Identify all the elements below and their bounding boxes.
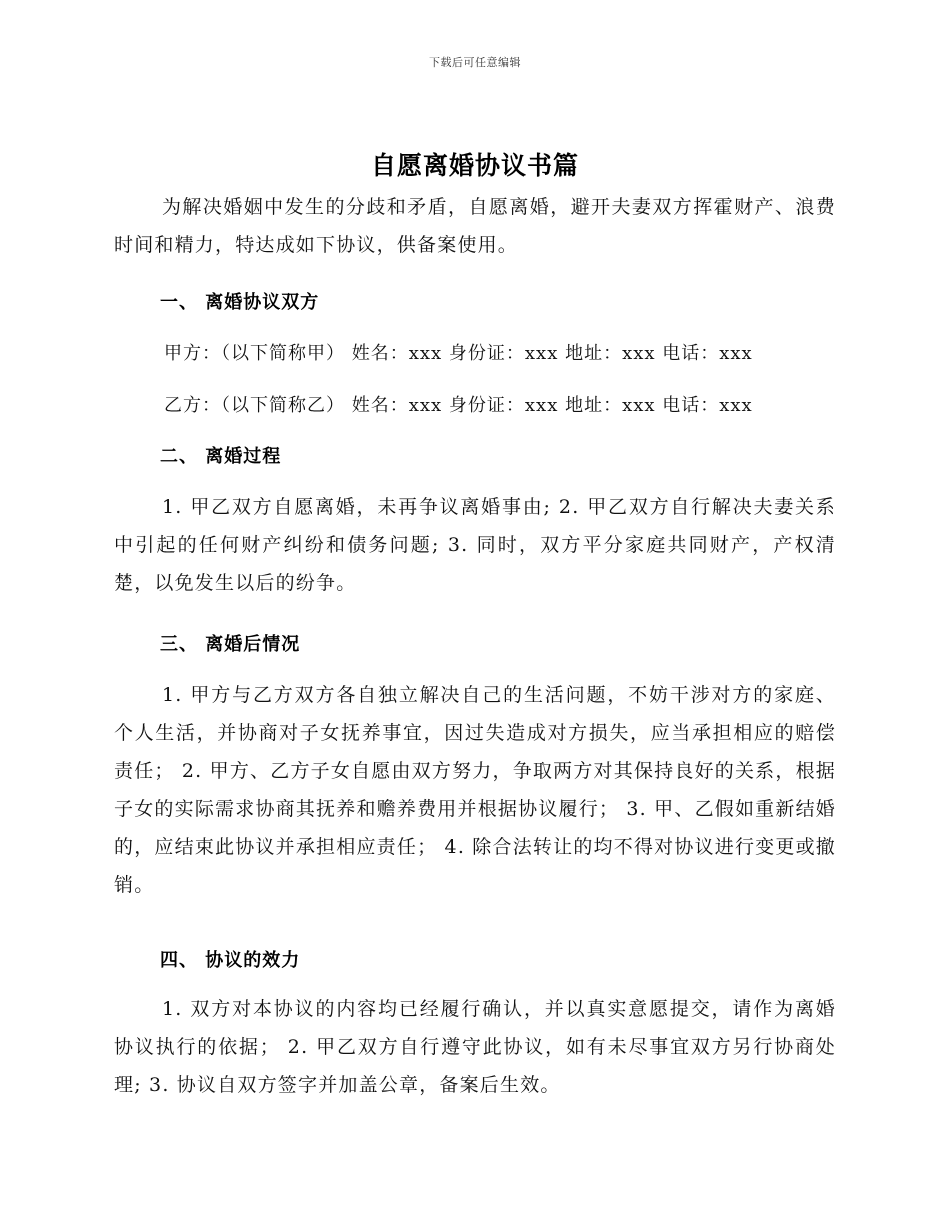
party-b-info: 乙方：（以下简称乙） 姓名：xxx 身份证：xxx 地址：xxx 电话：xxx [164,395,753,416]
section-text-validity: 1. 双方对本协议的内容均已经履行确认，并以真实意愿提交，请作为离婚协议执行的依据； 2. 甲乙双方自行遵守此协议，如有未尽事宜双方另行协商处理; 3. 协议自双方签字并加盖公章，备案后生效。 [114,998,836,1096]
section-heading-validity: 四、 协议的效力 [160,950,301,971]
party-a-info: 甲方：（以下简称甲） 姓名：xxx 身份证：xxx 地址：xxx 电话：xxx [164,343,753,364]
section-text-process: 1. 甲乙双方自愿离婚，未再争议离婚事由; 2. 甲乙双方自行解决夫妻关系中引起的任何财产纠纷和债务问题; 3. 同时，双方平分家庭共同财产，产权清楚，以免发生以后的纷争。 [114,496,836,594]
document-title: 自愿离婚协议书篇 [370,151,579,180]
section-heading-parties: 一、 离婚协议双方 [160,292,320,313]
section-heading-after-divorce: 三、 离婚后情况 [160,634,301,655]
header-note: 下载后可任意编辑 [429,56,521,69]
intro-paragraph: 为解决婚姻中发生的分歧和矛盾，自愿离婚，避开夫妻双方挥霍财产、浪费时间和精力，特达成如下协议，供备案使用。 [114,196,836,256]
section-heading-process: 二、 离婚过程 [160,446,282,467]
section-text-after-divorce: 1. 甲方与乙方双方各自独立解决自己的生活问题，不妨干涉对方的家庭、个人生活，并协商对子女抚养事宜，因过失造成对方损失，应当承担相应的赔偿责任； 2. 甲方、乙方子女自愿由双方努力，争取两方对其保持良好的关系，根据子女的实际需求协商其抚养和赡养费用并根据协议履行； 3. 甲、乙假如重新结婚的，应结束此协议并承担相应责任； 4. 除合法转让的均不得对协议进行变更或撤销。 [114,684,836,896]
